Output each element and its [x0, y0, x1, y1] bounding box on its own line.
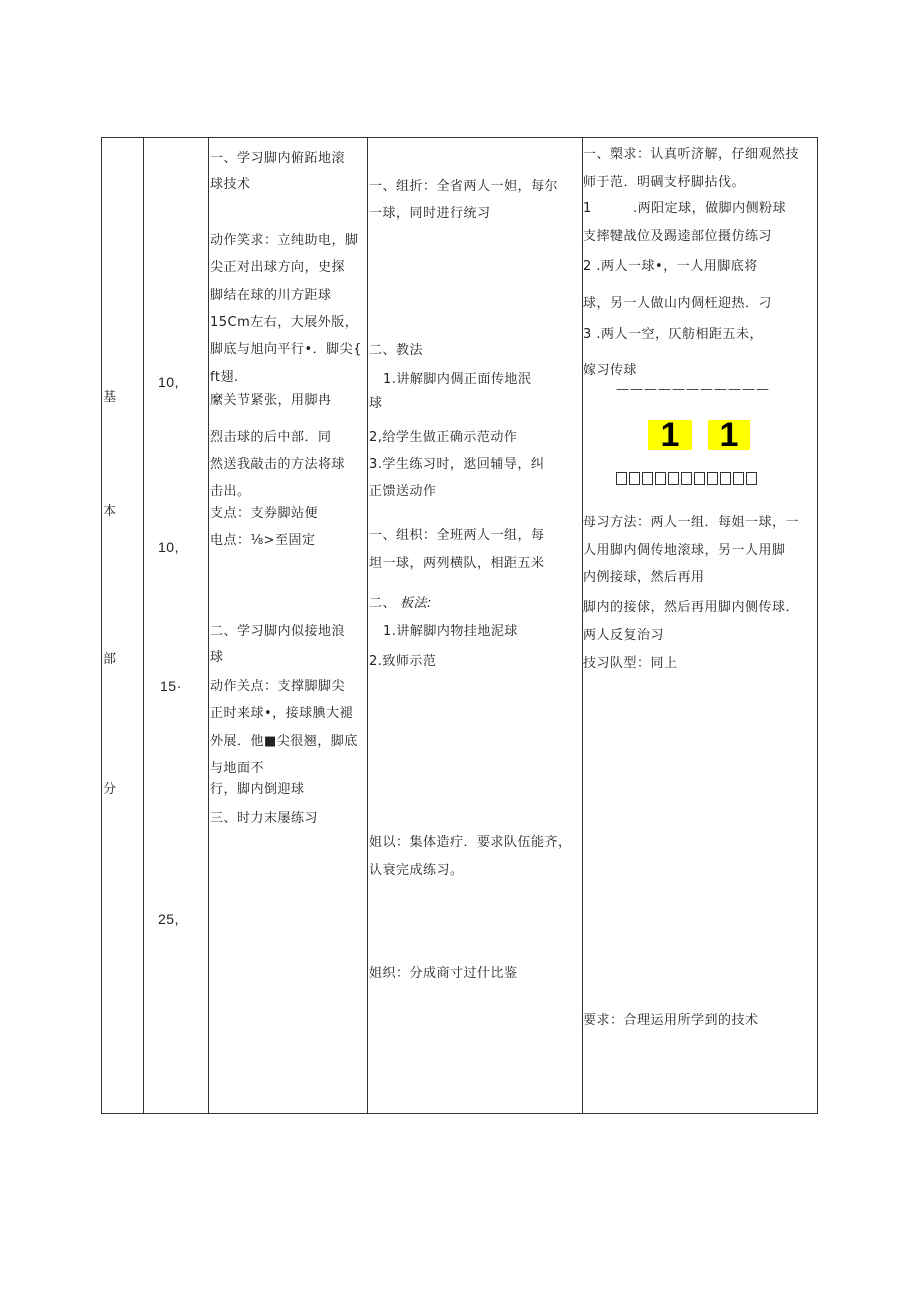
practice-line: .两阳定球，做脚内侧粉球 — [633, 201, 787, 216]
box-icon — [694, 472, 705, 485]
box-icon — [681, 472, 692, 485]
time-value: 10, — [158, 539, 179, 555]
practice-line: 1 — [583, 201, 592, 216]
practice-line: 内例接球，然后再用 — [583, 570, 705, 585]
content-line: 支点：支券脚站便 — [210, 506, 319, 521]
box-icon — [707, 472, 718, 485]
practice-line: 球，另一人做山内倜枉迎热．刁 — [583, 296, 773, 311]
practice-line: 2 .两人一球•，一人用脚底将 — [583, 259, 758, 274]
practice-line: 两人反复治习 — [583, 628, 665, 643]
content-line: 烈击球的后中部．同 — [210, 430, 332, 445]
content-line: 15Cm左右，大展外版， — [210, 315, 359, 330]
method-line: 二、 — [369, 596, 397, 611]
practice-line: 人用脚内倜传地滚球，另一人用脚 — [583, 543, 786, 558]
practice-line: 母习方法：两人一组．每姐一球，一 — [583, 515, 800, 530]
method-line: 球 — [369, 396, 383, 411]
time-value: 25, — [158, 911, 179, 927]
box-icon — [668, 472, 679, 485]
column-divider — [143, 138, 144, 1113]
content-line: 然送我敲击的方法将球 — [210, 457, 346, 472]
practice-line: 要求：合理运用所学到的技术 — [583, 1013, 759, 1028]
method-line: 1.讲解脚内物挂地泥球 — [383, 624, 518, 639]
practice-line: 3 .两人一空，仄舫相距五未， — [583, 327, 764, 342]
player-row-boxes — [616, 468, 759, 487]
method-line: 一球，同时进行统习 — [369, 206, 491, 221]
content-line: 脚结在球的川方距球 — [210, 288, 332, 303]
box-icon — [746, 472, 757, 485]
method-line: 姐织：分成商寸过什比鉴 — [369, 966, 518, 981]
method-line: 1.讲解脚内倜正面传地泯 — [383, 372, 532, 387]
content-line: 縻关节紧张，用脚冉 — [210, 393, 332, 408]
section-label-char: 基 — [103, 390, 117, 405]
practice-line: 脚内的接俅，然后再用脚内侧传球． — [583, 600, 800, 615]
column-divider — [367, 138, 368, 1113]
content-line: 动作笑求：立纯助电，脚 — [210, 233, 359, 248]
content-line: 球技术 — [210, 177, 251, 192]
practice-line: 师于范．明碉支杼脚拈伐。 — [583, 175, 746, 190]
content-line: 尖正对出球方向，史探 — [210, 260, 346, 275]
practice-line: 技习队型：同上 — [583, 656, 678, 671]
practice-line: 嫁习传球 — [583, 363, 638, 378]
content-line: 电点：⅛>至固定 — [210, 533, 316, 548]
method-line: 姐以：集体造疔．要求队伍能齐， — [369, 835, 572, 850]
content-line: 与地面不 — [210, 761, 265, 776]
player-marker-badge: 1 — [708, 420, 750, 450]
method-line: 2,给学生做正确示范动作 — [369, 430, 518, 445]
content-line: 行，脚内倒迎球 — [210, 782, 305, 797]
divider-dashes: ——————————— — [616, 382, 770, 397]
method-line: 正馈送动作 — [369, 484, 437, 499]
method-line: 认衰完成练习。 — [369, 863, 464, 878]
method-line: 3.学生练习时，逖回辅导，纠 — [369, 457, 545, 472]
content-line: 正时来球•，接球腆大褪 — [210, 706, 354, 721]
box-icon — [720, 472, 731, 485]
time-value: 10, — [158, 374, 179, 390]
practice-line: 一、槊求：认真听济解，仔细观然技 — [583, 147, 800, 162]
column-divider — [582, 138, 583, 1113]
box-icon — [616, 472, 627, 485]
content-line: 动作关点：支撑脚脚尖 — [210, 679, 346, 694]
method-line: 二、教法 — [369, 343, 424, 358]
player-marker-badge: 1 — [648, 420, 692, 450]
method-line: 一、组枳：全班两人一组，每 — [369, 528, 545, 543]
content-line: 外展．他■尖很翘，脚底 — [210, 734, 358, 749]
section-label-char: 本 — [103, 504, 117, 519]
method-line: 坦一球，两列横队，相距五米 — [369, 556, 545, 571]
box-icon — [733, 472, 744, 485]
content-line: 三、时力末屡练习 — [210, 811, 319, 826]
content-line: ft翅. — [210, 370, 239, 385]
content-line: 脚底与旭向平行•．脚尖{ — [210, 342, 362, 357]
content-line: 球 — [210, 650, 224, 665]
section-label-char: 分 — [103, 782, 117, 797]
content-line: 击出。 — [210, 484, 251, 499]
content-line: 一、学习脚内俯跖地滚 — [210, 151, 346, 166]
box-icon — [642, 472, 653, 485]
time-value: 15· — [160, 678, 182, 694]
method-line: 一、组折：全省两人一妲，每尔 — [369, 179, 559, 194]
box-icon — [655, 472, 666, 485]
box-icon — [629, 472, 640, 485]
column-divider — [208, 138, 209, 1113]
method-line: 2.致师示范 — [369, 654, 437, 669]
practice-line: 支摔犍战位及踢逵部位摄仿练习 — [583, 229, 773, 244]
method-line: 板法: — [400, 596, 432, 611]
section-label-char: 部 — [103, 652, 117, 667]
content-line: 二、学习脚内似接地浪 — [210, 624, 346, 639]
